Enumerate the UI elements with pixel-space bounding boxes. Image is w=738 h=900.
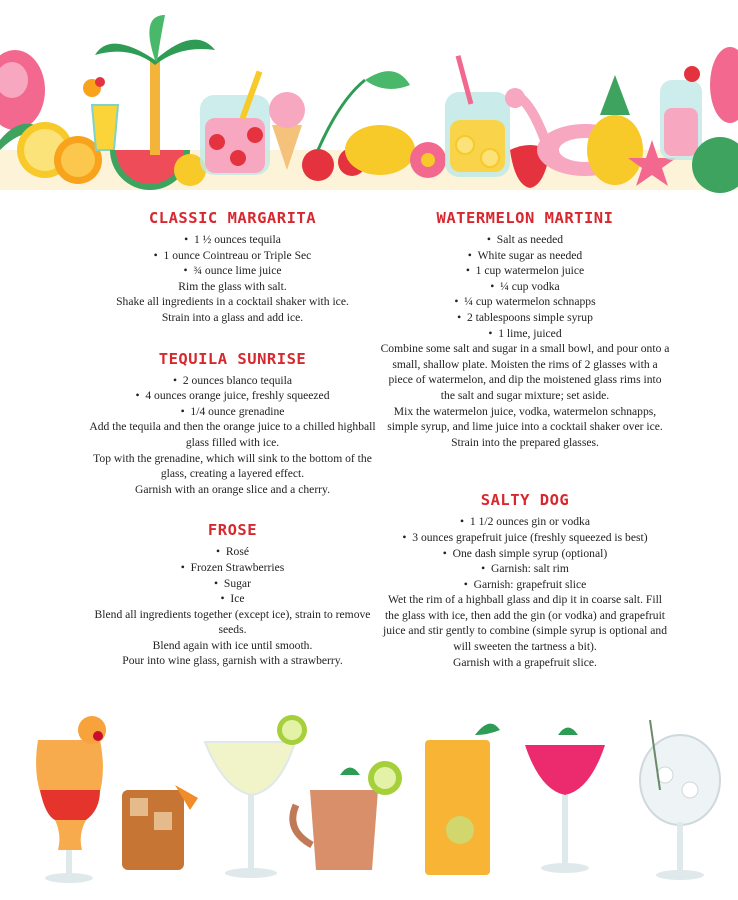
ingredient-item: • 2 ounces blanco tequila — [85, 373, 380, 389]
ingredient-item: • Salt as needed — [380, 232, 670, 248]
ingredient-list — [380, 514, 670, 592]
ingredient-item: • Rosé — [85, 544, 380, 560]
copper-mug-icon — [293, 761, 402, 870]
instructions — [85, 419, 380, 497]
recipe-title: SALTY DOG — [480, 491, 570, 510]
ingredient-list — [380, 232, 670, 341]
ingredient-item: • 4 ounces orange juice, freshly squeezed — [85, 388, 380, 404]
instruction-step: Pour into wine glass, garnish with a strawberry. — [122, 654, 343, 668]
instruction-step: Shake all ingredients in a cocktail shaker with ice. — [116, 295, 349, 309]
ingredient-item: • Frozen Strawberries — [85, 560, 380, 576]
instruction-step: Mix the watermelon juice, vodka, watermelon schnapps, simple syrup, and lime juice into a cocktail shaker over ice. — [387, 404, 663, 434]
instructions — [85, 279, 380, 326]
recipe-classic-margarita — [85, 208, 380, 326]
recipe-salty-dog — [380, 490, 670, 670]
recipe-title: WATERMELON MARTINI — [436, 209, 614, 227]
recipe-watermelon-martini — [380, 208, 670, 450]
recipe-title: TEQUILA SUNRISE — [158, 349, 307, 368]
cocktail-glasses-illustration — [0, 700, 738, 900]
pink-martini-glass-icon — [525, 728, 605, 874]
recipe-title: FROSE — [207, 521, 258, 540]
instruction-step: Strain into a glass and add ice. — [161, 310, 304, 324]
hurricane-glass-icon — [36, 716, 106, 883]
ingredient-item: • Ice — [85, 591, 380, 607]
old-fashioned-glass-icon — [122, 785, 198, 870]
instruction-step: Wet the rim of a highball glass and dip it in coarse salt. Fill the glass with ice, then add the gin (or vodka) and grapefruit juice and stir gently to combine (simple syrup is optional and will sweeten the tartness a bit). — [383, 593, 667, 654]
right-recipe-column — [380, 208, 670, 670]
instruction-step: Add the tequila and then the orange juice to a chilled highball glass filled with ice. — [89, 420, 376, 449]
ingredient-item: • ¼ cup watermelon schnapps — [380, 294, 670, 310]
ingredient-item: • 1 cup watermelon juice — [380, 263, 670, 279]
margarita-glass-icon — [205, 715, 307, 878]
ingredient-item: • 1/4 ounce grenadine — [85, 404, 380, 420]
ingredient-item: • 1 ½ ounces tequila — [85, 232, 380, 248]
instruction-step: Strain into the prepared glasses. — [451, 435, 599, 449]
instruction-step: Blend again with ice until smooth. — [152, 638, 313, 652]
recipe-frose — [85, 520, 380, 669]
recipe-tequila-sunrise — [85, 349, 380, 498]
instruction-step: Top with the grenadine, which will sink to the bottom of the glass, creating a layered effect. — [93, 451, 372, 481]
ingredient-item: • ¾ ounce lime juice — [85, 263, 380, 279]
ingredient-item: • 3 ounces grapefruit juice (freshly squeezed is best) — [380, 530, 670, 546]
tropical-fruit-banner — [0, 0, 738, 200]
ingredient-list — [85, 232, 380, 279]
ingredient-item: • ¼ cup vodka — [380, 279, 670, 295]
ingredient-item: • 1 1/2 ounces gin or vodka — [380, 514, 670, 530]
instruction-step: Garnish with a grapefruit slice. — [453, 655, 597, 669]
instruction-step: Rim the glass with salt. — [178, 279, 287, 293]
ingredient-item: • One dash simple syrup (optional) — [380, 546, 670, 562]
ingredient-item: • Garnish: salt rim — [380, 561, 670, 577]
ingredient-item: • White sugar as needed — [380, 248, 670, 264]
ingredient-item: • Sugar — [85, 576, 380, 592]
ingredient-item: • 2 tablespoons simple syrup — [380, 310, 670, 326]
instruction-step: Blend all ingredients together (except ice), strain to remove seeds. — [94, 607, 371, 637]
ingredient-list — [85, 373, 380, 420]
left-recipe-column — [85, 208, 380, 669]
ingredient-item: • 1 lime, juiced — [380, 326, 670, 342]
ingredient-item: • 1 ounce Cointreau or Triple Sec — [85, 248, 380, 264]
gin-glass-icon — [640, 720, 720, 880]
instructions — [85, 607, 380, 669]
recipe-title: CLASSIC MARGARITA — [148, 209, 317, 227]
instruction-step: Combine some salt and sugar in a small bowl, and pour onto a small, shallow plate. Moisten the rims of 2 glasses with a piece of watermelon, and dip the moistened glass rims into the salt and sugar mixture; set aside. — [380, 342, 670, 402]
ingredient-list — [85, 544, 380, 606]
instructions — [380, 592, 670, 670]
ingredient-item: • Garnish: grapefruit slice — [380, 577, 670, 593]
instruction-step: Garnish with an orange slice and a cherry. — [135, 482, 330, 496]
highball-glass-icon — [425, 724, 500, 875]
instructions — [380, 341, 670, 450]
